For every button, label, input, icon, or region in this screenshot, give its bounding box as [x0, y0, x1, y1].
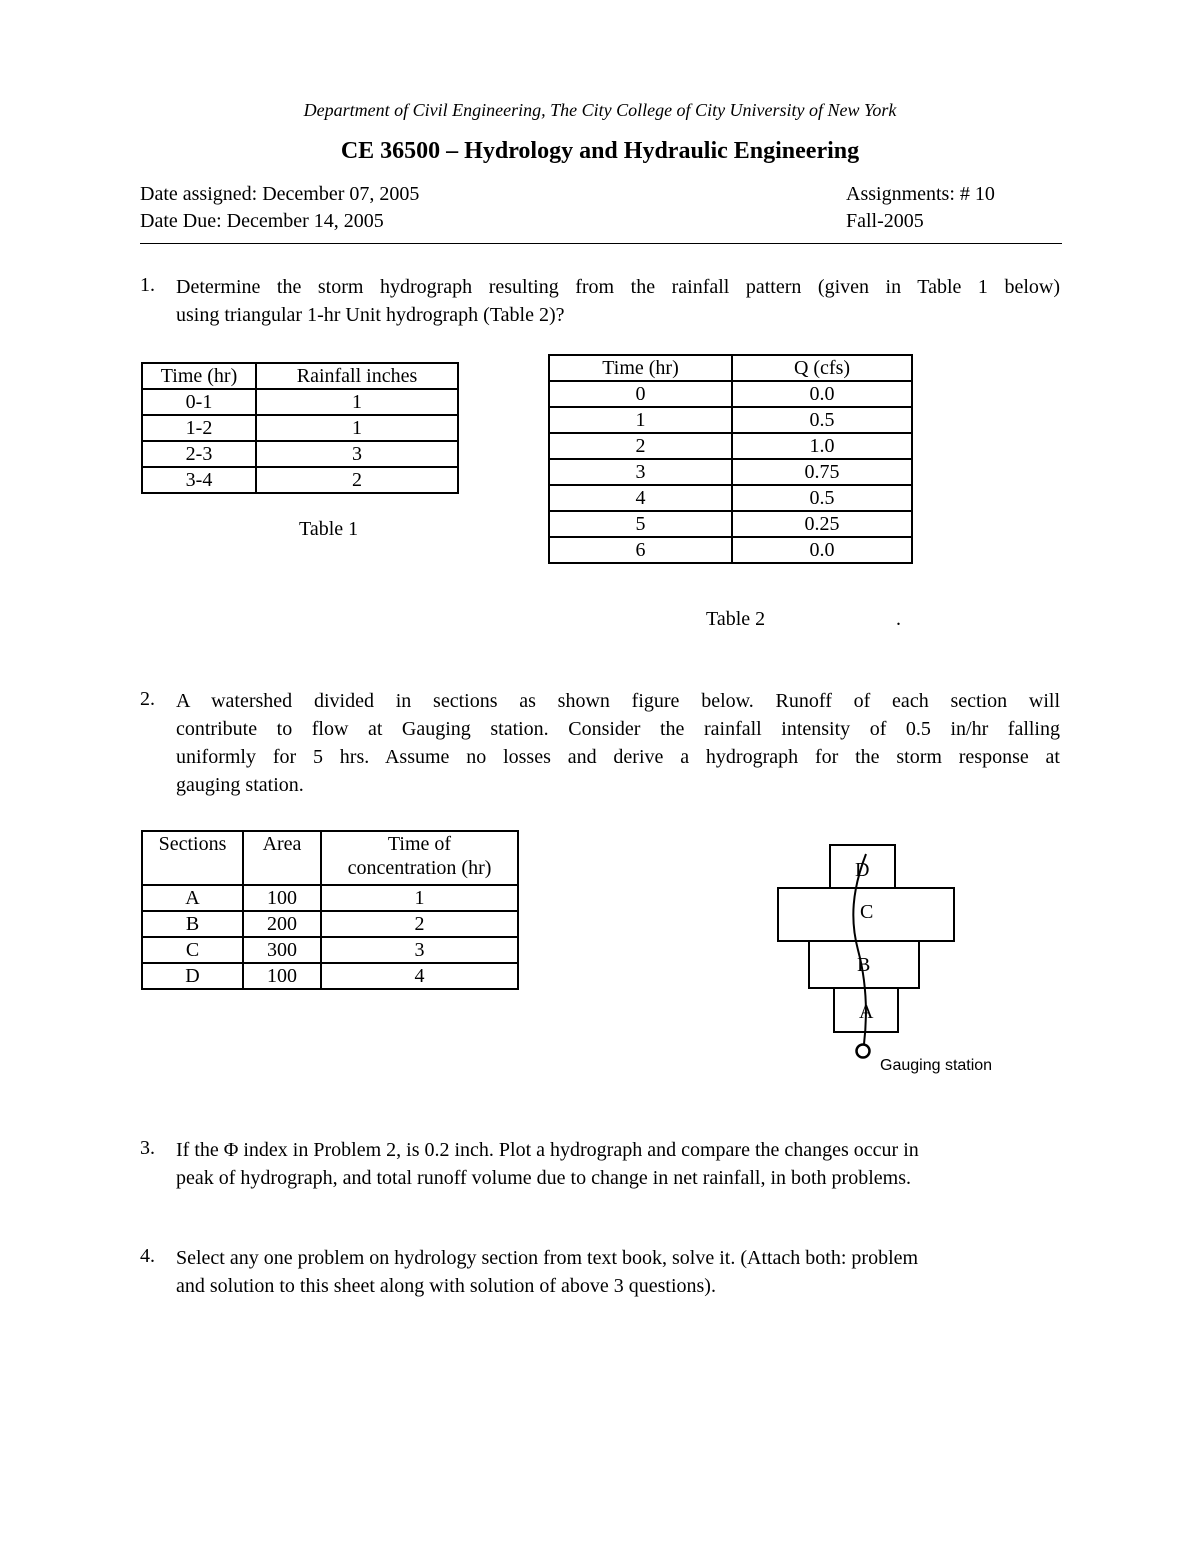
table-row	[142, 415, 458, 441]
table-cell: 2	[549, 433, 732, 459]
table-row	[142, 467, 458, 493]
table-cell: C	[142, 937, 243, 963]
watershed-figure	[770, 840, 1020, 1080]
table-row	[142, 441, 458, 467]
section-label-d: D	[855, 859, 870, 881]
table-row	[549, 511, 912, 537]
table-cell: 3-4	[142, 467, 256, 493]
table-row	[549, 537, 912, 563]
table-cell: 0	[549, 381, 732, 407]
q1-line1: Determine the storm hydrograph resulting from the rainfall pattern (given in Table 1 below)	[176, 276, 1060, 298]
table-3	[141, 830, 519, 990]
header-divider	[140, 243, 1062, 244]
table-cell: 0.25	[732, 511, 912, 537]
date-assigned: Date assigned: December 07, 2005	[140, 183, 420, 205]
q2-line1: A watershed divided in sections as shown figure below. Runoff of each section will	[176, 690, 1060, 712]
table-row	[142, 963, 518, 989]
q2-text	[176, 687, 1060, 799]
table-header: Q (cfs)	[732, 355, 912, 381]
q3-text	[176, 1136, 1060, 1192]
q2-number: 2.	[140, 688, 155, 710]
table-cell: 3	[321, 937, 518, 963]
table-row	[549, 381, 912, 407]
table-cell: 0.5	[732, 485, 912, 511]
course-title: CE 36500 – Hydrology and Hydraulic Engineering	[340, 138, 860, 164]
table-row	[549, 485, 912, 511]
table-cell: 2	[256, 467, 458, 493]
q3-line1: If the Φ index in Problem 2, is 0.2 inch. Plot a hydrograph and compare the changes occur in	[176, 1139, 919, 1161]
table-cell: 100	[243, 963, 321, 989]
table-header: Rainfall inches	[256, 363, 458, 389]
q4-line2: and solution to this sheet along with solution of above 3 questions).	[176, 1275, 716, 1297]
table-cell: 3	[549, 459, 732, 485]
table-cell: 1	[321, 885, 518, 911]
table-2	[548, 354, 913, 564]
table-1-caption: Table 1	[299, 518, 359, 540]
table-cell: 0.0	[732, 537, 912, 563]
table-cell: 4	[321, 963, 518, 989]
table-cell: B	[142, 911, 243, 937]
table-cell: 1-2	[142, 415, 256, 441]
date-due: Date Due: December 14, 2005	[140, 210, 384, 232]
table-cell: 100	[243, 885, 321, 911]
table-header-time-of-concentration	[321, 831, 518, 885]
q3-line2: peak of hydrograph, and total runoff volume due to change in net rainfall, in both problems.	[176, 1167, 911, 1189]
q4-number: 4.	[140, 1245, 155, 1267]
section-label-b: B	[857, 954, 871, 976]
table-row	[549, 459, 912, 485]
table-cell: 0.5	[732, 407, 912, 433]
table-header: Time (hr)	[142, 363, 256, 389]
table-header: Area	[243, 831, 321, 885]
table-1	[141, 362, 459, 494]
table-cell: 300	[243, 937, 321, 963]
q1-line2: using triangular 1-hr Unit hydrograph (Table 2)?	[176, 304, 565, 326]
table-row	[142, 911, 518, 937]
table-cell: 3	[256, 441, 458, 467]
table-cell: 0.0	[732, 381, 912, 407]
gauging-station-label: Gauging station	[880, 1057, 993, 1074]
table-cell: 0-1	[142, 389, 256, 415]
table-cell: A	[142, 885, 243, 911]
table-cell: 1	[256, 389, 458, 415]
q2-line4: gauging station.	[176, 774, 304, 796]
q2-line3: uniformly for 5 hrs. Assume no losses and derive a hydrograph for the storm response at	[176, 746, 1060, 768]
section-label-c: C	[860, 901, 874, 923]
assignment-number: Assignments: # 10	[846, 183, 995, 205]
table-row	[142, 885, 518, 911]
term: Fall-2005	[846, 210, 924, 232]
table-row	[549, 407, 912, 433]
q2-line2: contribute to flow at Gauging station. Consider the rainfall intensity of 0.5 in/hr falling	[176, 718, 1060, 740]
table-cell: 1	[256, 415, 458, 441]
table-header: Sections	[142, 831, 243, 885]
table-cell: 2	[321, 911, 518, 937]
q1-text	[176, 273, 1060, 329]
table-row	[142, 831, 518, 885]
table-cell: 1.0	[732, 433, 912, 459]
table-cell: 200	[243, 911, 321, 937]
table-row	[549, 355, 912, 381]
table-cell: 0.75	[732, 459, 912, 485]
table-cell: 1	[549, 407, 732, 433]
q4-text	[176, 1244, 1060, 1300]
table-row	[142, 937, 518, 963]
gauging-station-icon	[857, 1045, 870, 1058]
department-line: Department of Civil Engineering, The City College of City University of New York	[303, 100, 897, 120]
section-label-a: A	[859, 1001, 874, 1023]
table-cell: D	[142, 963, 243, 989]
table-cell: 5	[549, 511, 732, 537]
table-row	[549, 433, 912, 459]
q1-number: 1.	[140, 274, 155, 296]
table-row	[142, 363, 458, 389]
table-2-caption: Table 2	[706, 608, 766, 630]
table-header: Time of	[387, 833, 452, 855]
table-2-trailing-dot: .	[896, 608, 901, 630]
table-header: concentration (hr)	[347, 857, 492, 879]
table-cell: 2-3	[142, 441, 256, 467]
q3-number: 3.	[140, 1137, 155, 1159]
table-header: Time (hr)	[549, 355, 732, 381]
table-row	[142, 389, 458, 415]
table-cell: 4	[549, 485, 732, 511]
table-cell: 6	[549, 537, 732, 563]
q4-line1: Select any one problem on hydrology section from text book, solve it. (Attach both: problem	[176, 1247, 919, 1269]
